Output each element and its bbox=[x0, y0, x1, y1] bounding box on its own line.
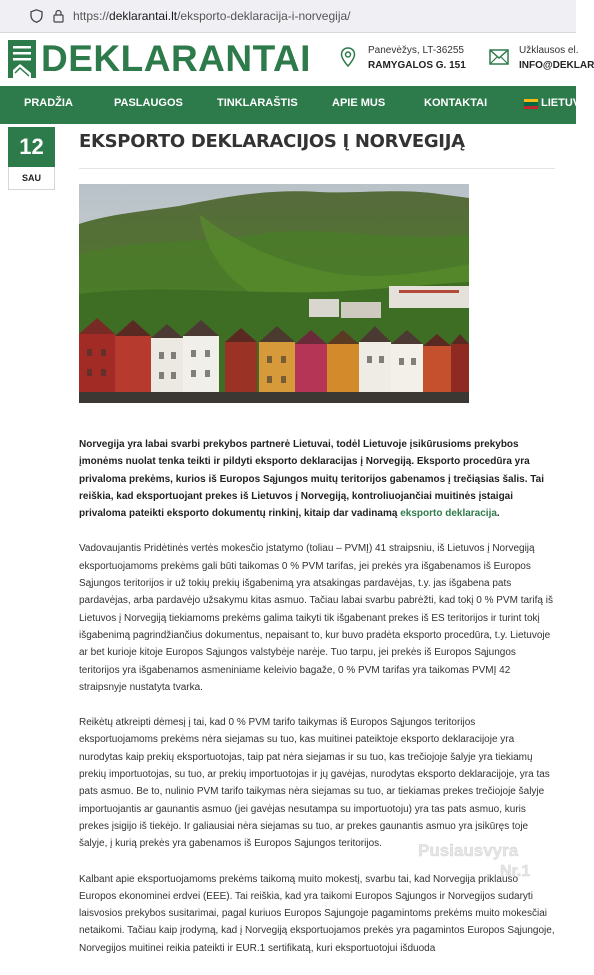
main-navigation bbox=[0, 86, 581, 124]
article-paragraph-2: Vadovaujantis Pridėtinės vertės mokesčio įstatymo (toliau – PVMĮ) 41 straipsniu, iš Lietuvos į Norvegiją eksportuojamoms prekėms gali būti taikomas 0 % PVM tarifas, jei prekės yra išgabenamos iš Europos Sąjungos teritorijos ir už tokių prekių išgabenimą yra atsakingas pardavėjas, t.y. jas išgabena pats pardavėjas, arba pardavėjo užsakymu kitas asmuo. Tačiau labai svarbu pabrėžti, kad tokį 0 % PVM tarifą iš Lietuvos į Norvegiją tiekiamoms prekėms galima taikyti tik išgabenant prekes iš ES teritorijos ir turint tokį išgabenimą pagrindžiančius dokumentus, nepaisant to, kur buvo pradėta eksporto procedūra, t.y. Lietuvoje ar bet kurioje kitoje Europos Sąjungos valstybėje narėje. Tuo tarpu, jei prekės iš Europos Sąjungos teritorijos yra išgabenamos asmeniniame keleivio bagaže, 0 % PVM tarifas yra taikomas PVMĮ 42 straipsnyje nustatyta tvarka. bbox=[79, 543, 553, 693]
export-declaration-link[interactable]: eksporto deklaracija bbox=[400, 508, 497, 520]
title-divider bbox=[79, 168, 555, 169]
url-prefix: https:// bbox=[73, 9, 110, 23]
location-pin-icon bbox=[340, 47, 356, 67]
nav-item-apie-mus[interactable]: APIE MUS bbox=[332, 97, 386, 109]
article-photo bbox=[79, 184, 469, 403]
post-date-day: 12 bbox=[8, 127, 55, 167]
nav-item-tinklarastis[interactable]: TINKLARAŠTIS bbox=[217, 97, 298, 109]
site-logo[interactable] bbox=[8, 38, 311, 80]
contact-label: Užklausos el. bbox=[519, 45, 579, 56]
lead-end: . bbox=[496, 508, 500, 520]
nav-language-selector[interactable]: LIETUV bbox=[541, 97, 581, 109]
page-title: EKSPORTO DEKLARACIJOS Į NORVEGIJĄ bbox=[79, 131, 465, 152]
lithuania-flag-icon[interactable] bbox=[524, 99, 538, 109]
site-header bbox=[0, 33, 594, 85]
article-lead-paragraph bbox=[79, 436, 555, 522]
article-paragraph-4: Kalbant apie eksportuojamoms prekėms taikomą muito mokestį, svarbu tai, kad Norvegija priklauso Europos ekonominei erdvei (EEE). Tai reiškia, kad yra taikomi Europos Sąjungos ir Norvegijos sudaryti laisvosios prekybos susitarimai, pagal kuriuos Europos Sąjungoje pagamintoms prekėms muito mokesčiai netaikomi. Tačiau kaip įrodymą, kad į Norvegiją eksportuojamos prekės yra pagamintos Europos Sąjungoje, Norvegijos muitinei reikia pateikti ir EUR.1 sertifikatą, kuri eksportuotojui išduoda bbox=[79, 873, 555, 954]
article-body bbox=[79, 436, 555, 975]
url-domain: deklarantai.lt bbox=[109, 9, 178, 23]
shield-icon[interactable] bbox=[30, 9, 43, 23]
post-date-month: SAU bbox=[8, 167, 55, 190]
browser-url-bar[interactable] bbox=[0, 0, 576, 33]
address-street: RAMYGALOS G. 151 bbox=[368, 60, 466, 71]
post-date-badge bbox=[8, 127, 55, 190]
nav-item-pradzia[interactable]: PRADŽIA bbox=[24, 97, 73, 109]
address-city: Panevėžys, LT-36255 bbox=[368, 45, 464, 56]
nav-item-kontaktai[interactable]: KONTAKTAI bbox=[424, 97, 488, 109]
watermark-line2: Nr.1 bbox=[500, 863, 531, 880]
lock-icon[interactable] bbox=[53, 9, 64, 23]
watermark-line1: Pusiausvyra bbox=[418, 841, 519, 860]
logo-document-icon bbox=[8, 40, 36, 78]
url-text[interactable] bbox=[73, 9, 351, 23]
nav-item-paslaugos[interactable]: PASLAUGOS bbox=[114, 97, 183, 109]
contact-email-link[interactable]: INFO@DEKLAR bbox=[519, 60, 594, 71]
watermark-logo bbox=[416, 838, 556, 880]
logo-text: DEKLARANTAI bbox=[41, 38, 311, 79]
article-paragraph-3: Reikėtų atkreipti dėmesį į tai, kad 0 % PVM tarifo taikymas iš Europos Sąjungos teritorijos eksportuojamoms prekėms nėra siejamas su tuo, kas muitinei pateiktoje eksporto deklaracijoje yra nurodytas kaip prekių eksportuotojas, taip pat nėra siejamas ir su tuo, kas trečiojoje šalyje yra tiekiamų prekių importuotojas, su tuo, ar prekių importuotojas ir jų gavėjas, nurodytas eksporto deklaracijoje, yra tas pats asmuo. Be to, nulinio PVM tarifo taikymas nėra siejamas su tuo, ar tiekiamas prekes trečiojoje šalyje importuojantis ar gaunantis asmuo (jei gavėjas nesutampa su importuotoju) yra tas pats asmuo, kuris prekes įsigijo iš tiekėjo. Ir galiausiai nėra siejamas su tuo, ar prekes gaunantis asmuo yra įsikūręs toje šalyje, į kurią prekės yra gabenamos iš Europos Sąjungos teritorijos. bbox=[79, 717, 550, 850]
envelope-icon bbox=[489, 49, 509, 65]
lead-text: Norvegija yra labai svarbi prekybos partnerė Lietuvai, todėl Lietuvoje įsikūrusioms prekybos įmonėms nuolat tenka teikti ir pildyti eksporto deklaracijas į Norvegiją. Eksporto procedūra yra privaloma prekėms, kurios iš Europos Sąjungos muitų teritorijos gabenamos į trečiąsias šalis. Tai reiškia, kad eksportuojant prekes iš Lietuvos į Norvegiją, kontroliuojančiai muitinės įstaigai privaloma pateikti eksporto dokumentų rinkinį, kitaip dar vadinamą bbox=[79, 439, 544, 520]
url-path: /eksporto-deklaracija-i-norvegija/ bbox=[177, 9, 351, 23]
